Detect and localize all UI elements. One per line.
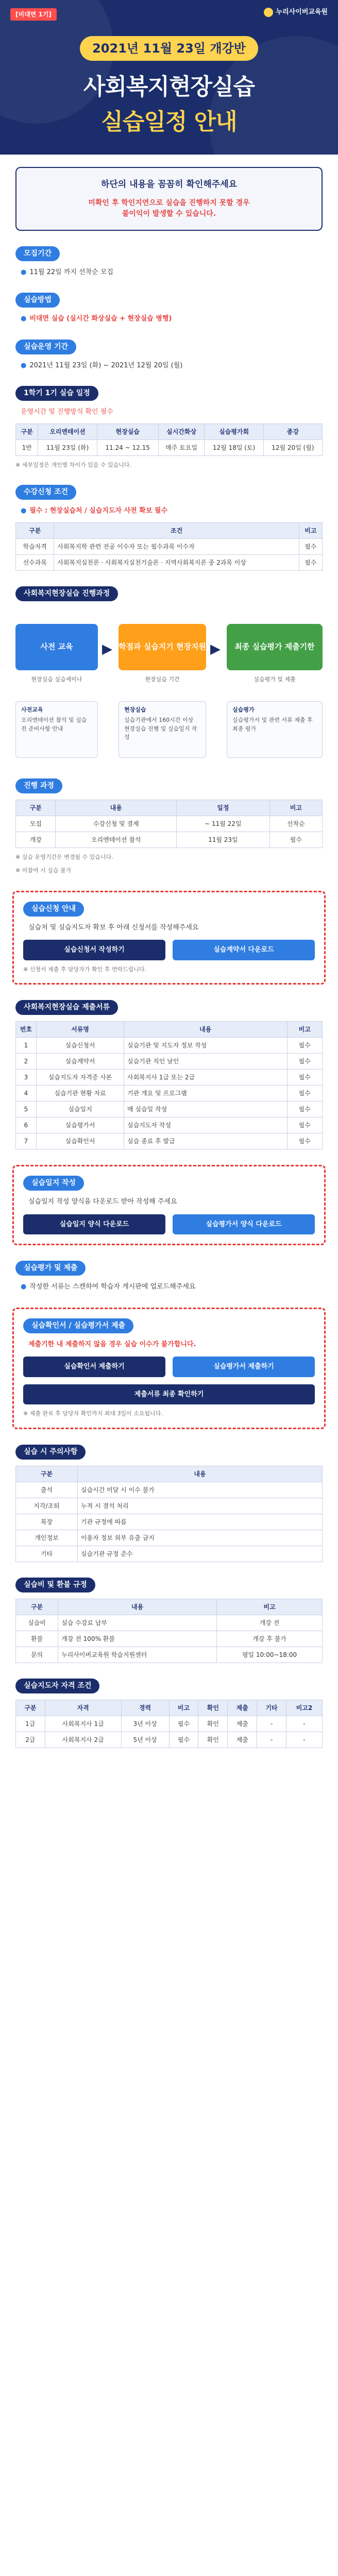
fees-table: [15, 1599, 323, 1663]
table-row: 5 실습일지 매 실습일 작성 필수: [16, 1101, 323, 1117]
table-header: 구분: [16, 800, 56, 816]
section-head-documents: 사회복지현장실습 제출서류: [15, 1000, 118, 1015]
table-header: 구분: [16, 1700, 45, 1716]
table-row: 환불 개강 전 100% 환불 개강 후 불가: [16, 1631, 323, 1647]
conditions-table: [15, 522, 323, 571]
table-header: 구분: [16, 1466, 78, 1482]
schedule-table: [15, 423, 323, 456]
section-supervisor: [15, 1679, 323, 1748]
section-recruit: [15, 246, 323, 278]
bullet-icon: ●: [21, 268, 27, 276]
table-header: 비고: [217, 1599, 323, 1615]
schedule-footnote: ※ 세부일정은 개인별 차이가 있을 수 있습니다.: [15, 461, 131, 468]
dates-text: ● 2021년 11월 23일 (화) ~ 2021년 12월 20일 (월): [21, 361, 183, 369]
bullet-icon: ●: [21, 361, 27, 369]
table-header: 일정: [176, 800, 269, 816]
header-banner: [0, 0, 338, 155]
page-title-line1: 사회복지현장실습: [83, 74, 255, 100]
page-title-line2: 실습일정 안내: [101, 109, 237, 135]
section-head-apply: 수강신청 조건: [15, 485, 76, 500]
notice-box: [15, 167, 323, 231]
journal-download-button[interactable]: 실습일지 양식 다운로드: [23, 1214, 165, 1235]
schedule-caption: 운영시간 및 진행방식 확인 필수: [21, 408, 113, 416]
guide-text: ● 작성한 서류는 스캔하여 학습자 게시판에 업로드해주세요: [21, 1283, 196, 1291]
section-dates: [15, 340, 323, 371]
section-head-guide: 실습평가 및 제출: [15, 1261, 86, 1276]
flow-note-2: 현장실습 기간: [145, 675, 180, 683]
logo-mark-icon: [264, 8, 273, 17]
table-row: 기타 실습기관 규정 준수: [16, 1546, 323, 1562]
final-check-row: [23, 1384, 315, 1405]
table-header: 구분: [16, 522, 54, 538]
table-header: 조건: [54, 522, 299, 538]
flow-note-3: 실습평가 및 제출: [254, 675, 296, 683]
table-header: 종강: [263, 423, 322, 439]
section-head-schedule: 1학기 1기 실습 일정: [15, 386, 98, 401]
flow-step-1: 사전 교육: [15, 624, 98, 670]
table-header: 내용: [56, 800, 177, 816]
confirmation-submit-button[interactable]: 실습확인서 제출하기: [23, 1357, 165, 1377]
table-row: 실습비 실습 수강료 납부 개강 전: [16, 1615, 323, 1631]
table-header: 내용: [78, 1466, 323, 1482]
table-row: 7 실습확인서 실습 종료 후 발급 필수: [16, 1133, 323, 1149]
table-header: 비고: [287, 1022, 322, 1038]
process-footnote-2: ※ 미참여 시 실습 불가: [15, 867, 72, 874]
table-header: 비고: [169, 1700, 198, 1716]
table-row: 4 실습기관 현황 자료 기관 개요 및 프로그램 필수: [16, 1086, 323, 1101]
section-head-cautions: 실습 시 주의사항: [15, 1445, 86, 1460]
logo-text: 누리사이버교육원: [276, 8, 328, 16]
section-head-final: 실습확인서 / 실습평가서 제출: [23, 1318, 133, 1333]
supervisor-table: [15, 1700, 323, 1748]
final-text: 제출기한 내 제출하지 않을 경우 실습 이수가 불가합니다.: [28, 1340, 196, 1348]
cohort-badge: [비대면 1기]: [10, 8, 57, 21]
open-date-pill: 2021년 11월 23일 개강반: [80, 36, 258, 61]
final-button-row: [23, 1357, 315, 1377]
section-method: [15, 293, 323, 324]
table-row: 선수과목 사회복지실천론 · 사회복지실천기술론 · 지역사회복지론 중 2과목 이상 필수: [16, 554, 323, 570]
section-process-table: [15, 778, 323, 875]
table-header: 현장실습: [97, 423, 158, 439]
section-head-dates: 실습운영 기간: [15, 340, 76, 354]
method-text: ● 비대면 실습 (실시간 화상실습 + 현장실습 병행): [21, 315, 172, 323]
section-documents: [15, 1000, 323, 1149]
apply-button-row: [23, 940, 315, 960]
section-cautions: [15, 1445, 323, 1562]
notice-line2: 미확인 후 학인지연으로 실습을 진행하지 못할 경우: [88, 198, 250, 207]
table-row: 개강 오리엔테이션 참석 11월 23일 필수: [16, 832, 323, 848]
journal-button-row: [23, 1214, 315, 1235]
section-head-journal: 실습일지 작성: [23, 1176, 84, 1191]
flow-detail-1: 사전교육 오리엔테이션 참석 및 실습 전 준비사항 안내: [15, 701, 98, 758]
table-header: 비고: [269, 800, 322, 816]
flow-step-3: 최종 실습평가 제출기한: [227, 624, 323, 670]
final-note: ※ 제출 완료 후 담당자 확인까지 최대 3일이 소요됩니다.: [23, 1410, 163, 1417]
evaluation-download-button[interactable]: 실습평가서 양식 다운로드: [173, 1214, 315, 1235]
table-header: 내용: [124, 1022, 288, 1038]
flow-step-2: 학점과 실습지기 현장지원: [119, 624, 206, 670]
bullet-icon: ●: [21, 1283, 27, 1291]
table-header: 번호: [16, 1022, 37, 1038]
section-schedule-table: [15, 386, 323, 469]
table-header: 비고: [299, 522, 322, 538]
table-header: 제출: [228, 1700, 257, 1716]
final-check-button[interactable]: 제출서류 최종 확인하기: [23, 1384, 315, 1405]
apply-form-button[interactable]: 실습신청서 작성하기: [23, 940, 165, 960]
table-header: 자격: [45, 1700, 121, 1716]
table-row: 1급 사회복지사 1급 3년 이상 필수 확인 제출 - -: [16, 1716, 323, 1732]
notice-line1: 하단의 내용을 꼼꼼히 확인해주세요: [100, 179, 238, 190]
table-row: 출석 실습시간 미달 시 이수 불가: [16, 1482, 323, 1498]
section-flow: [15, 586, 323, 763]
table-header: 실습평가회: [205, 423, 263, 439]
process-table: [15, 800, 323, 848]
table-header: 확인: [198, 1700, 228, 1716]
table-row: 2급 사회복지사 2급 5년 이상 필수 확인 제출 - -: [16, 1732, 323, 1748]
bullet-icon: ●: [21, 507, 27, 515]
arrow-right-icon: ▶: [102, 641, 112, 657]
table-row: 모집 수강신청 및 결제 ~ 11월 22일 선착순: [16, 816, 323, 832]
section-head-fees: 실습비 및 환불 규정: [15, 1578, 95, 1592]
table-header: 구분: [16, 1599, 58, 1615]
recruit-text: ● 11월 22일 까지 선착순 모집: [21, 268, 113, 276]
apply-box-note: ※ 신청서 제출 후 담당자가 확인 후 연락드립니다.: [23, 965, 147, 973]
table-header: 기타: [257, 1700, 286, 1716]
flow-note-1: 현장실습 실습세미나: [31, 675, 82, 683]
table-header: 비고2: [286, 1700, 322, 1716]
table-row: 2 실습계약서 실습기관 직인 날인 필수: [16, 1054, 323, 1070]
table-row: 개인정보 이용자 정보 외부 유출 금지: [16, 1530, 323, 1546]
apply-text: ● 필수 : 현장실습처 / 실습지도자 사전 확보 필수: [21, 507, 168, 515]
footer-space: [0, 1748, 338, 1769]
table-row: 지각/조퇴 누적 시 결석 처리: [16, 1498, 323, 1514]
cautions-table: [15, 1466, 323, 1562]
table-row: 3 실습지도자 자격증 사본 사회복지사 1급 또는 2급 필수: [16, 1070, 323, 1086]
journal-text: 실습일지 작성 양식을 다운로드 받아 작성해 주세요: [28, 1198, 177, 1206]
table-row: 학습자격 사회복지학 관련 전공 이수자 또는 필수과목 이수자 필수: [16, 538, 323, 554]
section-head-apply-box: 실습신청 안내: [23, 902, 84, 917]
flow-diagram: [15, 608, 323, 763]
section-head-method: 실습방법: [15, 293, 60, 308]
arrow-right-icon: ▶: [210, 641, 221, 657]
contract-download-button[interactable]: 실습계약서 다운로드: [173, 940, 315, 960]
flow-detail-2: 현장실습 실습기관에서 160시간 이상 현장실습 진행 및 실습일지 작성: [119, 701, 206, 758]
apply-box: [12, 891, 326, 985]
table-row: 6 실습평가서 실습지도자 작성 필수: [16, 1117, 323, 1133]
apply-box-text: 실습처 및 실습지도자 확보 후 아래 신청서를 작성해주세요: [28, 923, 199, 931]
section-apply-conditions: [15, 485, 323, 571]
table-row: 문의 누리사이버교육원 학습지원센터 평일 10:00~18:00: [16, 1647, 323, 1663]
journal-box: [12, 1165, 326, 1245]
section-guide: [15, 1261, 323, 1292]
table-row: 1반 11월 23일 (화) 11.24 ~ 12.15 매주 토요일 12월 18일 (토) 12월 20일 (월): [16, 439, 323, 455]
logo: [264, 7, 328, 18]
section-head-supervisor: 실습지도자 자격 조건: [15, 1679, 99, 1693]
table-row: 1 실습신청서 실습기관 및 지도자 정보 작성 필수: [16, 1038, 323, 1054]
notice-line3: 불이익이 발생할 수 있습니다.: [122, 209, 216, 218]
evaluation-submit-button[interactable]: 실습평가서 제출하기: [173, 1357, 315, 1377]
flow-detail-3: 실습평가 실습평가서 및 관련 서류 제출 후 최종 평가: [227, 701, 323, 758]
table-header: 오리엔테이션: [38, 423, 97, 439]
documents-table: [15, 1021, 323, 1149]
section-head-flow: 사회복지현장실습 진행과정: [15, 586, 118, 601]
table-header: 서류명: [37, 1022, 124, 1038]
table-header: 구분: [16, 423, 38, 439]
section-head-recruit: 모집기간: [15, 246, 60, 261]
process-footnote-1: ※ 실습 운영기간은 변경될 수 있습니다.: [15, 853, 113, 860]
table-header: 경력: [121, 1700, 169, 1716]
section-head-process: 진행 과정: [15, 778, 62, 793]
final-submit-box: [12, 1308, 326, 1429]
table-row: 복장 기관 규정에 따름: [16, 1514, 323, 1530]
table-header: 실시간화상: [158, 423, 205, 439]
table-header: 내용: [58, 1599, 217, 1615]
bullet-icon: ●: [21, 315, 27, 323]
section-fees: [15, 1578, 323, 1663]
